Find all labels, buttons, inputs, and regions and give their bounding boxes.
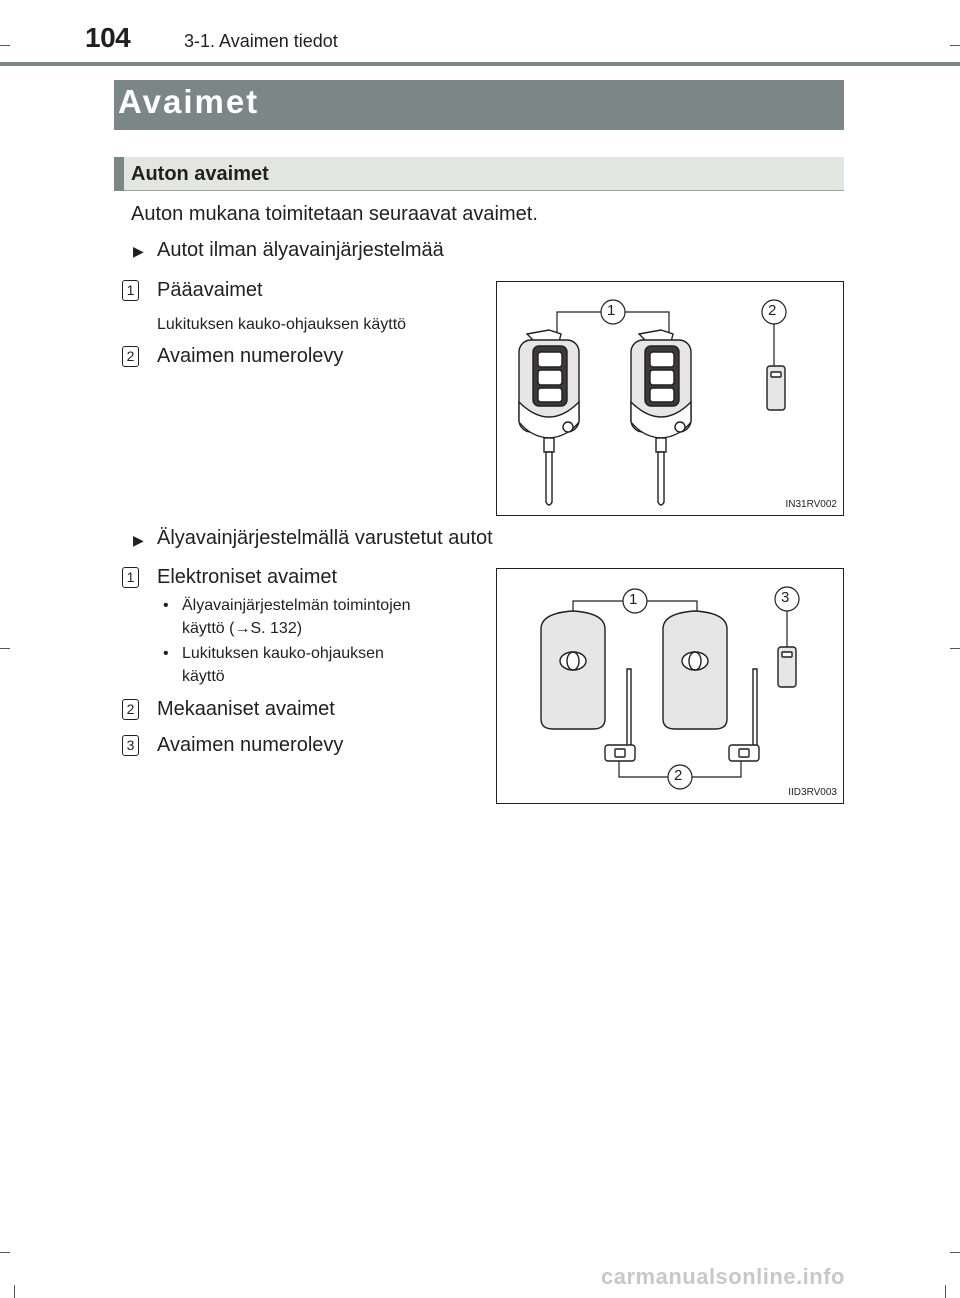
section-label: 3-1. Avaimen tiedot — [184, 31, 338, 51]
bullet-text: käyttö — [182, 668, 225, 685]
callout-number: 1 — [607, 302, 616, 319]
item-number: 3 — [122, 735, 139, 756]
callout-number: 3 — [781, 589, 790, 606]
figure-code: IN31RV002 — [785, 499, 837, 510]
crop-mark — [14, 1285, 15, 1298]
triangle-icon: ▶ — [133, 243, 144, 259]
bullet-icon: • — [163, 645, 169, 662]
bullet-text: Älyavainjärjestelmän toimintojen — [182, 597, 411, 614]
callout-number: 2 — [674, 767, 683, 784]
crop-mark — [0, 45, 10, 46]
bullet-text: Lukituksen kauko-ohjauksen — [182, 645, 384, 662]
item-number: 1 — [122, 280, 139, 301]
item-note: Lukituksen kauko-ohjauksen käyttö — [157, 316, 407, 333]
illustration-keys — [496, 281, 844, 516]
callout-number: 2 — [768, 302, 777, 319]
subtitle-accent — [114, 157, 124, 191]
illustration-smart-keys — [496, 568, 844, 804]
crop-mark — [945, 1285, 946, 1298]
header-rule — [0, 62, 960, 66]
item-number: 2 — [122, 699, 139, 720]
item-number: 1 — [122, 567, 139, 588]
crop-mark — [0, 1252, 10, 1253]
item-label: Pääavaimet — [157, 279, 263, 301]
group1-heading: Autot ilman älyavainjärjestelmää — [157, 239, 444, 261]
item-label: Mekaaniset avaimet — [157, 698, 335, 720]
bullet-icon: • — [163, 597, 169, 614]
callout-number: 1 — [629, 591, 638, 608]
item-number: 2 — [122, 346, 139, 367]
page-title: Avaimet — [118, 83, 260, 120]
bullet-text: käyttö (→S. 132) — [182, 620, 303, 637]
intro-text: Auton mukana toimitetaan seuraavat avaimet. — [131, 203, 538, 225]
figure-code: IID3RV003 — [788, 787, 837, 798]
triangle-icon: ▶ — [133, 532, 144, 548]
smart-keys-drawing — [497, 569, 843, 803]
crop-mark — [950, 1252, 960, 1253]
subtitle: Auton avaimet — [131, 163, 269, 185]
item-label: Avaimen numerolevy — [157, 734, 344, 756]
item-label: Elektroniset avaimet — [157, 566, 338, 588]
item-label: Avaimen numerolevy — [157, 345, 344, 367]
crop-mark — [0, 648, 10, 649]
group2-heading: Älyavainjärjestelmällä varustetut autot — [157, 527, 493, 549]
crop-mark — [950, 648, 960, 649]
crop-mark — [950, 45, 960, 46]
watermark: carmanualsonline.info — [601, 1264, 845, 1289]
page-number: 104 — [85, 22, 131, 53]
keys-drawing — [497, 282, 843, 515]
